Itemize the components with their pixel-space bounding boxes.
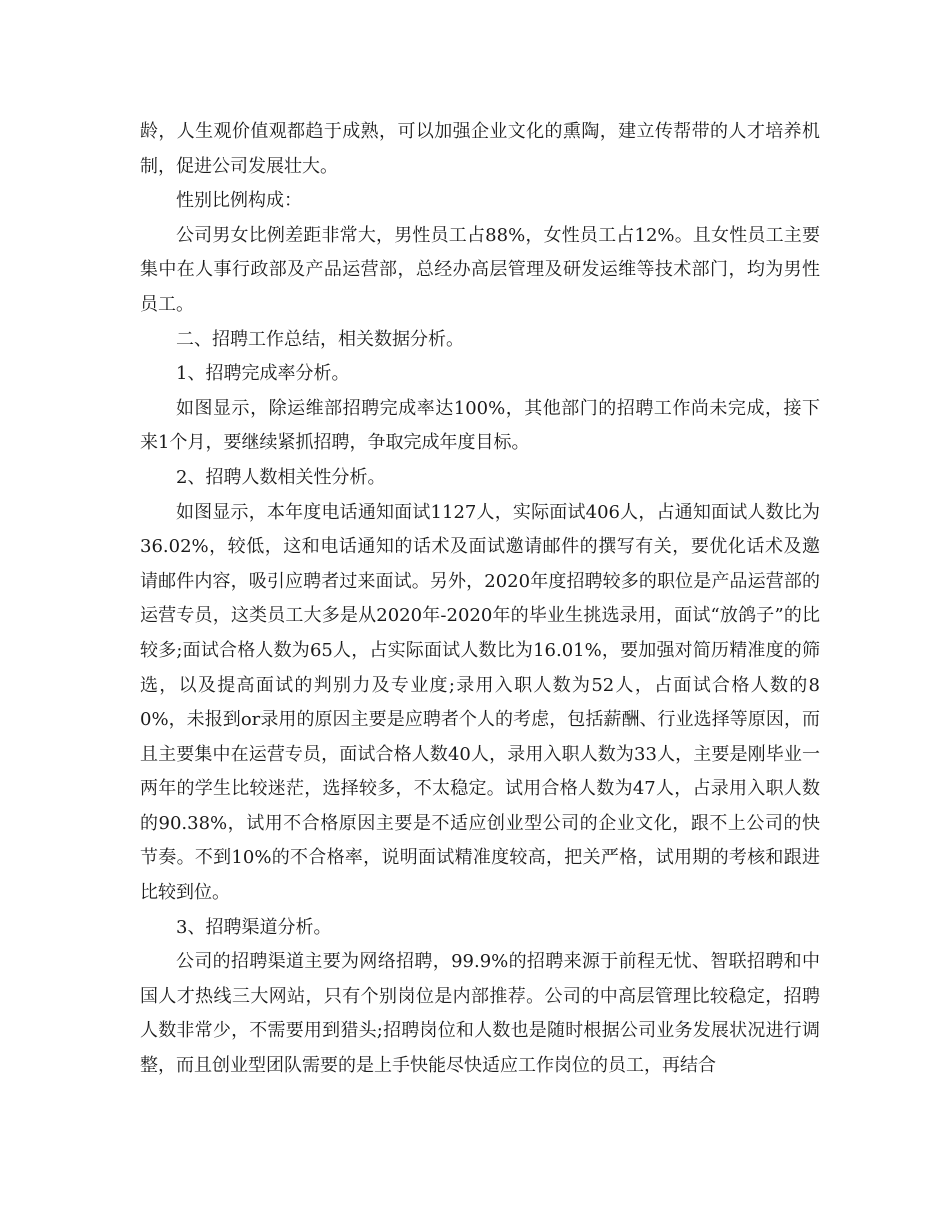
document-body bbox=[140, 115, 820, 1084]
paragraph-gender-heading: 性别比例构成： bbox=[176, 190, 302, 212]
paragraph-completion-rate: 如图显示，除运维部招聘完成率达100%，其他部门的招聘工作尚未完成，接下来1个月，要继续紧抓招聘，争取完成年度目标。 bbox=[140, 397, 820, 454]
paragraph-continuation: 龄，人生观价值观都趋于成熟，可以加强企业文化的熏陶，建立传帮带的人才培养机制，促进公司发展壮大。 bbox=[140, 121, 820, 177]
subheading-completion-rate: 1、招聘完成率分析。 bbox=[176, 363, 350, 385]
section-heading-recruitment-summary: 二、招聘工作总结，相关数据分析。 bbox=[176, 328, 464, 350]
subheading-headcount-correlation: 2、招聘人数相关性分析。 bbox=[176, 466, 386, 488]
paragraph-gender-ratio: 公司男女比例差距非常大，男性员工占88%，女性员工占12%。且女性员工主要集中在人事行政部及产品运营部，总经办高层管理及研发运维等技术部门，均为男性员工。 bbox=[140, 224, 820, 315]
paragraph-headcount-correlation: 如图显示，本年度电话通知面试1127人，实际面试406人，占通知面试人数比为36.02%，较低，这和电话通知的话术及面试邀请邮件的撰写有关，要优化话术及邀请邮件内容，吸引应聘者过来面试。另外，2020年度招聘较多的职位是产品运营部的运营专员，这类员工大多是从2020年-2020年的毕业生挑选录用，面试“放鸽子”的比较多;面试合格人数为65人，占实际面试人数比为16.01%，要加强对简历精准度的筛选，以及提高面试的判别力及专业度;录用入职人数为52人，占面试合格人数的80%，未报到or录用的原因主要是应聘者个人的考虑，包括薪酬、行业选择等原因，而且主要集中在运营专员，面试合格人数40人，录用入职人数为33人，主要是刚毕业一两年的学生比较迷茫，选择较多，不太稳定。试用合格人数为47人，占录用入职人数的90.38%，试用不合格原因主要是不适应创业型公司的企业文化，跟不上公司的快节奏。不到10%的不合格率，说明面试精准度较高，把关严格，试用期的考核和跟进比较到位。 bbox=[140, 501, 820, 904]
paragraph-channel-analysis: 公司的招聘渠道主要为网络招聘，99.9%的招聘来源于前程无忧、智联招聘和中国人才热线三大网站，只有个别岗位是内部推荐。公司的中高层管理比较稳定，招聘人数非常少，不需要用到猎头;招聘岗位和人数也是随时根据公司业务发展状况进行调整，而且创业型团队需要的是上手快能尽快适应工作岗位的员工，再结合 bbox=[140, 951, 820, 1077]
subheading-channel-analysis: 3、招聘渠道分析。 bbox=[176, 916, 332, 938]
